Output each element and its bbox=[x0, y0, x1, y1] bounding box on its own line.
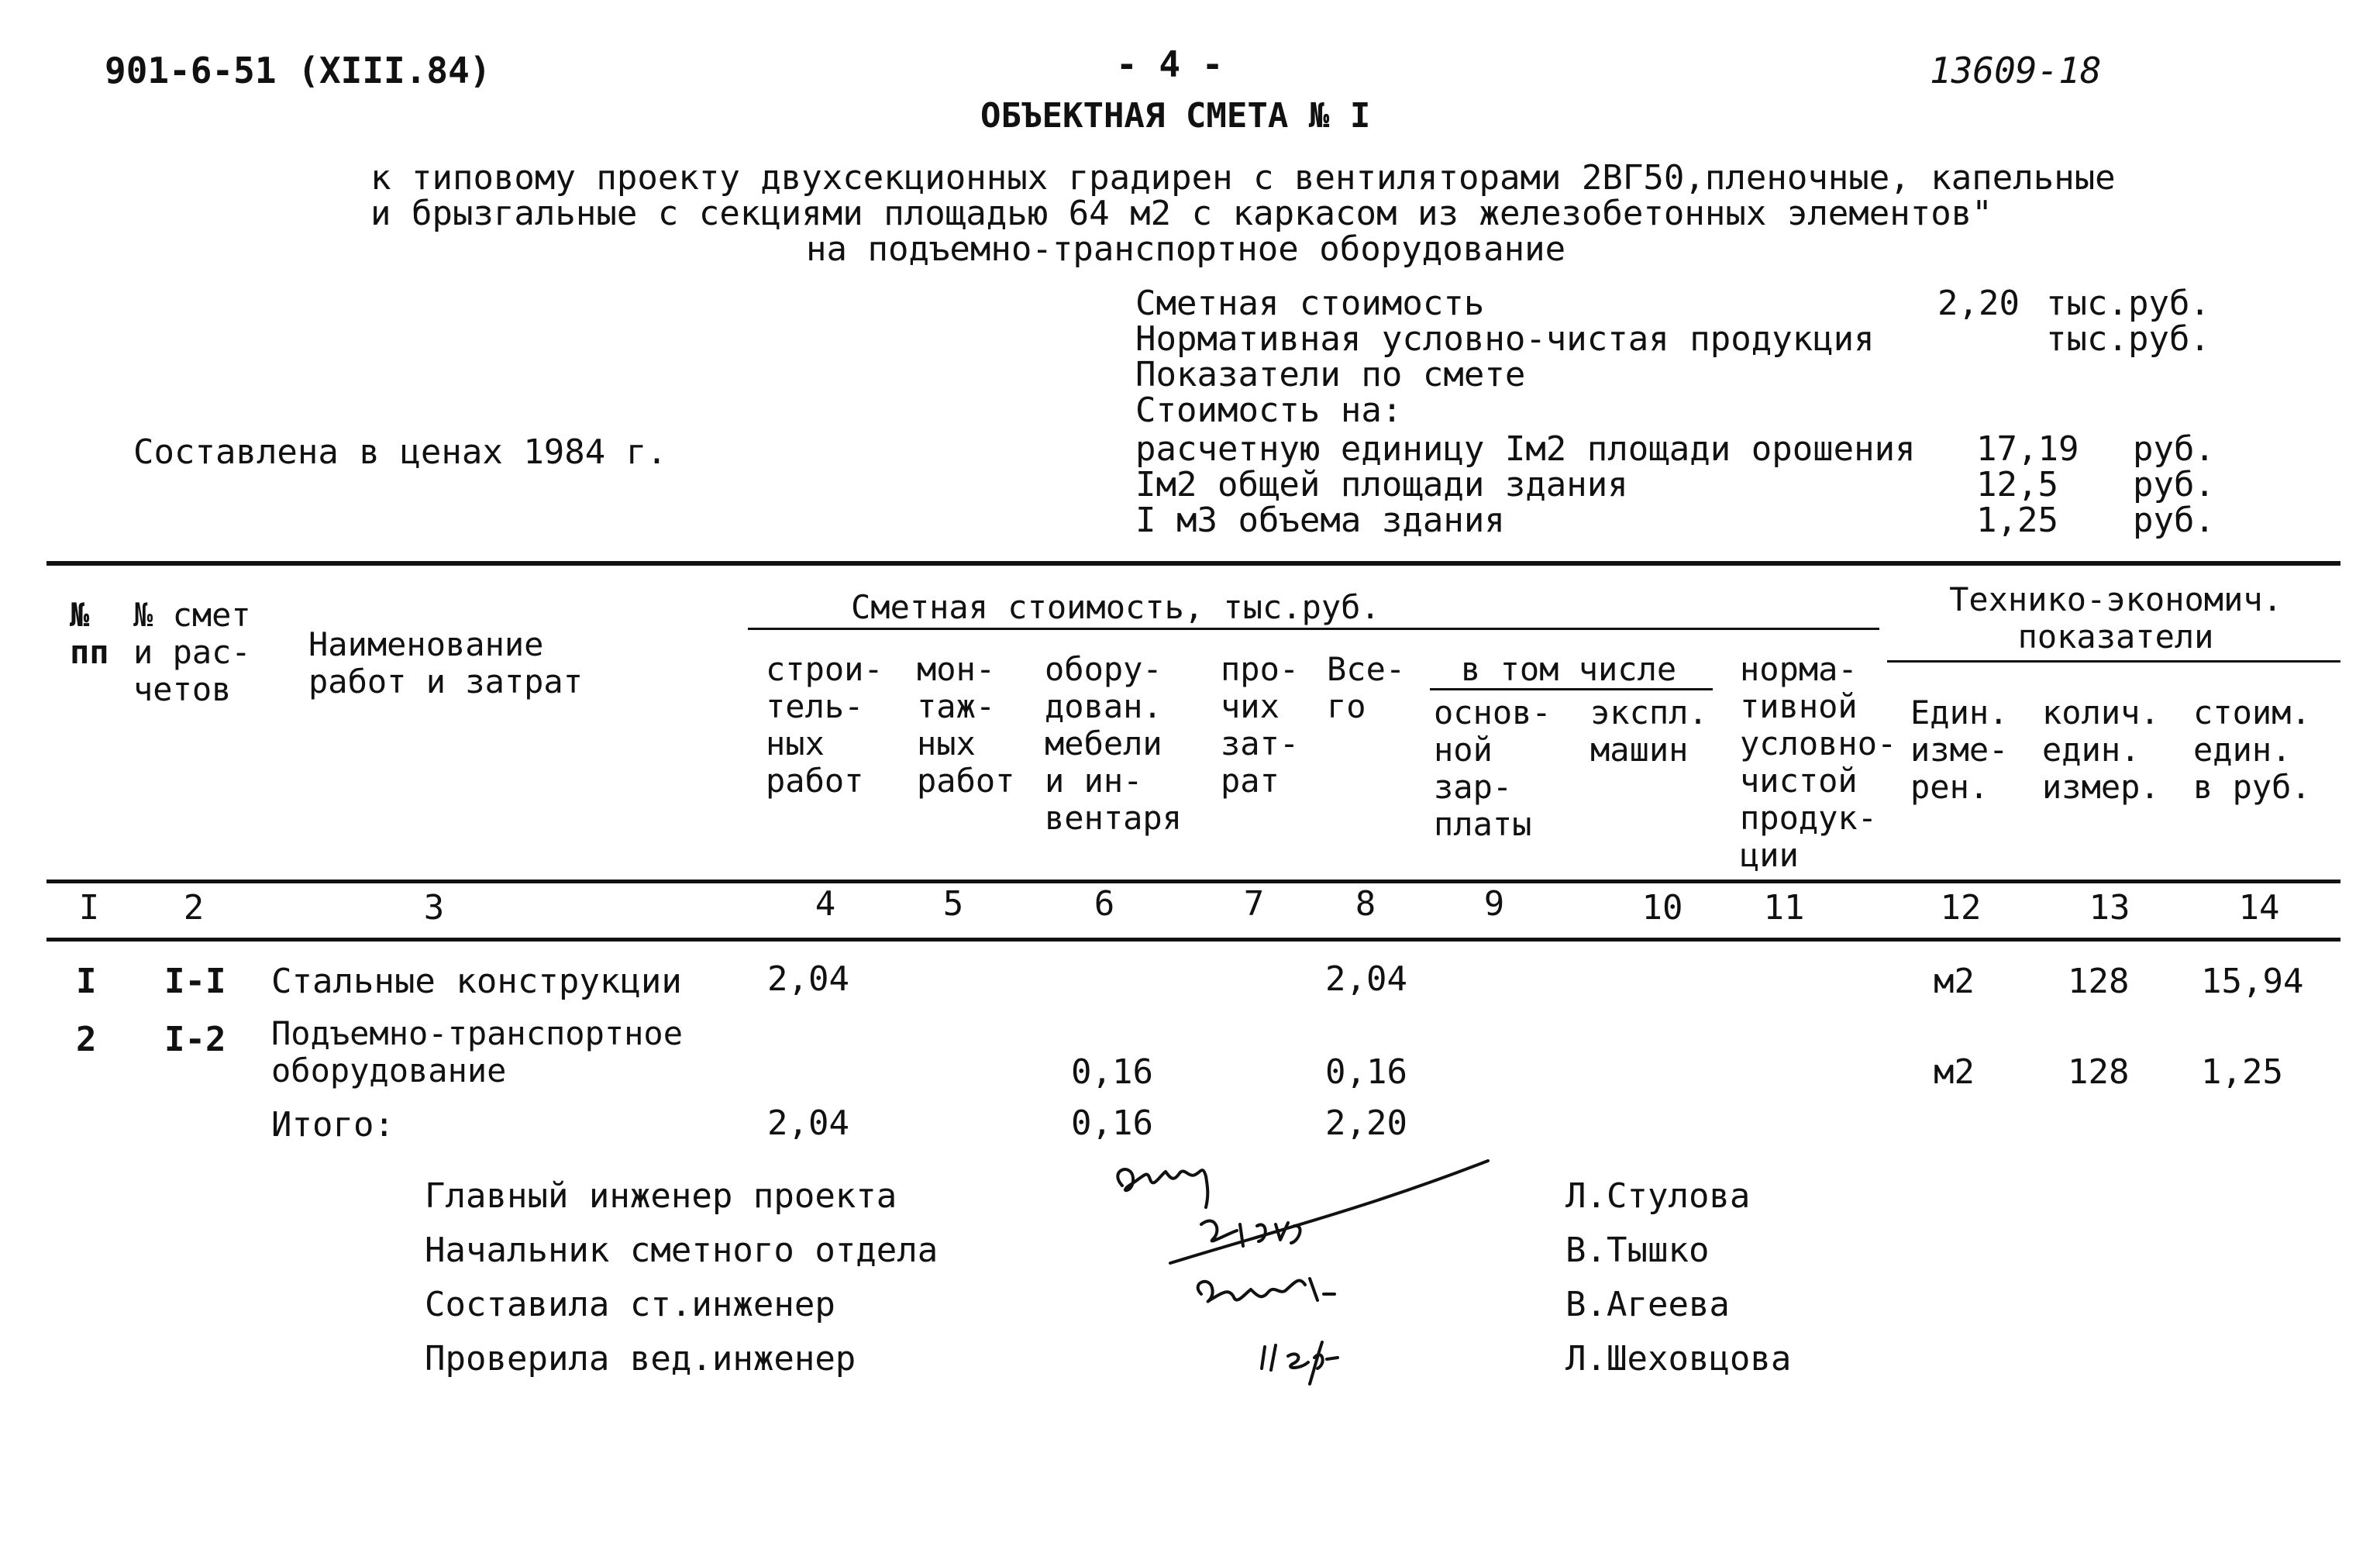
document-code: 901-6-51 (XIII.84) bbox=[105, 50, 491, 91]
header-other: про- чих зат- рат bbox=[1221, 650, 1300, 800]
total-row-equipment: 0,16 bbox=[1071, 1103, 1153, 1143]
incl-group-rule bbox=[1430, 688, 1713, 690]
handwritten-signatures bbox=[1085, 1139, 1519, 1395]
table-row-total: 2,04 bbox=[1325, 959, 1407, 999]
table-top-rule bbox=[46, 561, 2340, 566]
total-row-construction: 2,04 bbox=[767, 1103, 849, 1143]
header-total: Все- го bbox=[1327, 650, 1406, 725]
cost-group-rule bbox=[748, 628, 1879, 630]
summary-label: Iм2 общей площади здания bbox=[1135, 465, 1628, 504]
header-equipment: обору- дован. мебели и ин- вентаря bbox=[1045, 650, 1183, 837]
summary-unit: тыс.руб. bbox=[2046, 319, 2210, 359]
signature-role: Составила ст.инженер bbox=[425, 1285, 835, 1324]
column-number: 5 bbox=[942, 884, 964, 924]
summary-label: расчетную единицу Iм2 площади орошения bbox=[1135, 429, 1916, 469]
column-number: 6 bbox=[1094, 884, 1115, 924]
column-number: 4 bbox=[815, 884, 836, 924]
summary-value: 2,20 bbox=[1937, 284, 2020, 323]
header-incl-group: в том числе bbox=[1461, 650, 1677, 688]
signature-name: В.Агеева bbox=[1565, 1285, 1730, 1324]
signature-role: Начальник сметного отдела bbox=[425, 1231, 939, 1270]
header-name: Наименование работ и затрат bbox=[308, 625, 584, 701]
table-row-unit-cost: 15,94 bbox=[2201, 962, 2304, 1001]
summary-unit: руб. bbox=[2133, 465, 2215, 504]
column-number: 3 bbox=[423, 888, 445, 928]
signature-mark bbox=[1262, 1342, 1338, 1384]
signature-mark bbox=[1198, 1279, 1335, 1302]
table-row-unit: м2 bbox=[1934, 1052, 1975, 1092]
header-unit: Един. изме- рен. bbox=[1910, 694, 2009, 806]
column-number: 2 bbox=[183, 888, 205, 928]
table-row-unit-cost: 1,25 bbox=[2201, 1052, 2283, 1092]
header-unit-cost: стоим. един. в руб. bbox=[2193, 694, 2311, 806]
signature-role: Главный инженер проекта bbox=[425, 1176, 897, 1216]
table-row-calc: I-I bbox=[164, 962, 226, 1001]
table-row-name: Стальные конструкции bbox=[271, 962, 682, 1001]
signature-name: В.Тышко bbox=[1565, 1231, 1710, 1270]
total-row-total: 2,20 bbox=[1325, 1103, 1407, 1143]
column-number: 11 bbox=[1763, 888, 1805, 928]
summary-label: Сметная стоимость bbox=[1135, 284, 1485, 323]
table-row-qty: 128 bbox=[2068, 962, 2130, 1001]
summary-value: 1,25 bbox=[1976, 501, 2058, 540]
signature-mark bbox=[1170, 1161, 1488, 1263]
summary-label: Стоимость на: bbox=[1135, 391, 1403, 430]
signature-mark bbox=[1201, 1220, 1300, 1246]
header-tech-group: Технико-экономич. показатели bbox=[1949, 580, 2282, 656]
column-number: 13 bbox=[2089, 888, 2130, 928]
header-calc: № смет и рас- четов bbox=[133, 596, 251, 708]
page-number: - 4 - bbox=[1116, 43, 1224, 85]
summary-unit: руб. bbox=[2133, 501, 2215, 540]
table-row-qty: 128 bbox=[2068, 1052, 2130, 1092]
title-line-3: на подъемно-транспортное оборудование bbox=[806, 229, 1566, 269]
header-num: № пп bbox=[70, 596, 109, 671]
table-row-total: 0,16 bbox=[1325, 1052, 1407, 1092]
summary-unit: тыс.руб. bbox=[2046, 284, 2210, 323]
table-row-equipment: 0,16 bbox=[1071, 1052, 1153, 1092]
column-number: 12 bbox=[1940, 888, 1982, 928]
table-row-construction: 2,04 bbox=[767, 959, 849, 999]
summary-label: I м3 объема здания bbox=[1135, 501, 1505, 540]
summary-value: 17,19 bbox=[1976, 429, 2079, 469]
signature-role: Проверила вед.инженер bbox=[425, 1339, 856, 1379]
table-row-num: 2 bbox=[76, 1020, 97, 1059]
signature-mark bbox=[1118, 1169, 1207, 1207]
column-number: 10 bbox=[1641, 888, 1683, 928]
column-number: 8 bbox=[1355, 884, 1376, 924]
header-assembly: мон- таж- ных работ bbox=[917, 650, 1015, 800]
summary-label: Показатели по смете bbox=[1135, 355, 1526, 394]
header-wages: основ- ной зар- платы bbox=[1434, 694, 1552, 843]
table-row-num: I bbox=[76, 962, 97, 1001]
registration-number: 13609-18 bbox=[1930, 50, 2102, 91]
header-normative: норма- тивной условно- чистой продук- ции bbox=[1740, 650, 1897, 874]
header-construction: строи- тель- ных работ bbox=[766, 650, 883, 800]
title-line-1: к типовому проекту двухсекционных градирен с вентиляторами 2ВГ50,пленочные, капельные bbox=[370, 158, 2116, 198]
total-row-label: Итого: bbox=[271, 1105, 394, 1145]
title-line-2: и брызгальные с секциями площадью 64 м2 с каркасом из железобетонных элементов" bbox=[370, 194, 1993, 233]
header-bottom-rule bbox=[46, 880, 2340, 883]
header-cost-group: Сметная стоимость, тыс.руб. bbox=[851, 588, 1380, 626]
summary-label: Нормативная условно-чистая продукция bbox=[1135, 319, 1875, 359]
column-numbers-rule bbox=[46, 938, 2340, 942]
table-row-name: Подъемно-транспортное оборудование bbox=[271, 1014, 684, 1090]
header-machines: экспл. машин bbox=[1590, 694, 1708, 769]
signature-name: Л.Стулова bbox=[1565, 1176, 1751, 1216]
composed-in-prices: Составлена в ценах 1984 г. bbox=[133, 432, 667, 472]
summary-value: 12,5 bbox=[1976, 465, 2058, 504]
column-number: 14 bbox=[2238, 888, 2280, 928]
summary-unit: руб. bbox=[2133, 429, 2215, 469]
column-number: I bbox=[78, 888, 100, 928]
signature-name: Л.Шеховцова bbox=[1565, 1339, 1792, 1379]
column-number: 7 bbox=[1243, 884, 1265, 924]
column-number: 9 bbox=[1483, 884, 1505, 924]
header-qty: колич. един. измер. bbox=[2042, 694, 2160, 806]
table-row-calc: I-2 bbox=[164, 1020, 226, 1059]
tech-group-rule bbox=[1887, 660, 2340, 663]
document-heading: ОБЪЕКТНАЯ СМЕТА № I bbox=[980, 96, 1371, 136]
table-row-unit: м2 bbox=[1934, 962, 1975, 1001]
